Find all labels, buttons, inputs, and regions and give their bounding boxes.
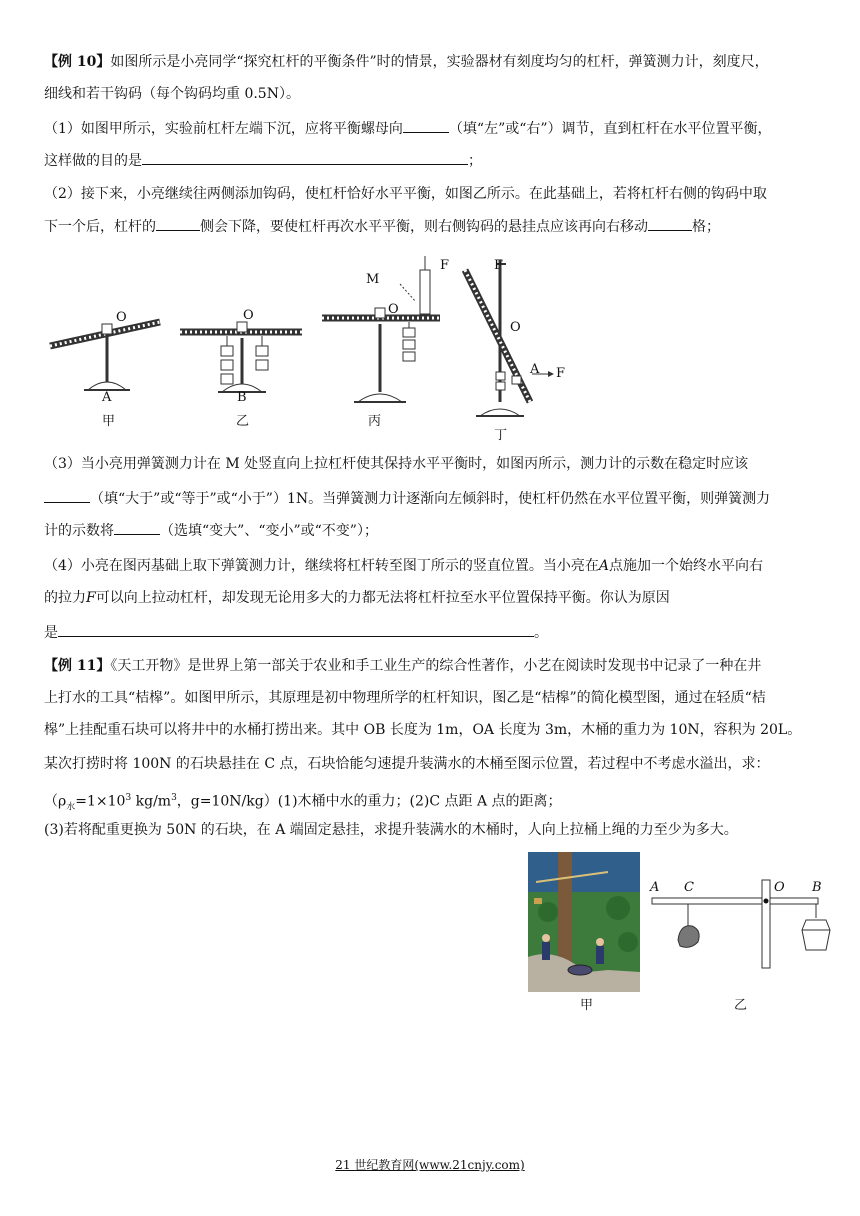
answer-blank	[44, 488, 90, 503]
ex11-label: 【例 11】	[44, 658, 111, 674]
ex10-q3-line1: （3）当小亮用弹簧测力计在 M 处竖直向上拉杠杆使其保持水平平衡时，如图丙所示，测力计的示数在稳定时应该	[44, 456, 749, 472]
fig-label-B: B	[812, 880, 822, 895]
fig-label-F: F	[494, 258, 504, 273]
ex10-q3-line3: 计的示数将 （选填“变大”、“变小”或“不变”）；	[44, 520, 834, 541]
ex10-q4-line3: 是 。	[44, 622, 834, 643]
ex10-figures	[40, 246, 600, 442]
answer-blank	[58, 622, 534, 637]
ex11-line1: 【例 11】《天工开物》是世界上第一部关于农业和手工业生产的综合性著作，小艺在阅读时发现书中记录了一种在井	[44, 658, 762, 674]
figure-jia	[50, 322, 160, 390]
fig-label-C: C	[684, 880, 694, 895]
fig-label-A: A	[102, 390, 112, 405]
fig-caption-ding: 丁	[494, 428, 508, 443]
ex11-figure-jia-illustration	[528, 852, 640, 992]
fig-caption-bing: 丙	[368, 414, 382, 429]
ex11-figure-yi-model	[648, 874, 838, 984]
fig-label-O: O	[243, 308, 254, 323]
fig-label-A: A	[650, 880, 660, 895]
ex11-line5: （$\rho_水=1\times 10^3$ $kg/m^3$，g=10N/kg）(1)木桶中水的重力；(2)C 点距 A 点的距离；	[44, 793, 562, 813]
fig-label-F: F	[440, 258, 450, 273]
fig-label-A: A	[530, 362, 540, 377]
ex11-line2: 上打水的工具“桔槔”。如图甲所示，其原理是初中物理所学的杠杆知识，图乙是“桔槔”的简化模型图，通过在轻质“桔	[44, 690, 766, 706]
ex10-label: 【例 10】	[44, 54, 111, 70]
figure-bing	[322, 256, 440, 402]
fig-caption-yi: 乙	[236, 414, 250, 429]
figure-yi	[180, 322, 302, 392]
fig-label-O: O	[116, 310, 127, 325]
ex10-q1-line1: （1）如图甲所示，实验前杠杆左端下沉，应将平衡螺母向 （填“左”或“右”）调节，直到杠杆在水平位置平衡，	[44, 118, 834, 139]
ex11-line6: (3)若将配重更换为 50N 的石块，在 A 端固定悬挂，求提升装满水的木桶时，人向上拉桶上绳的力至少为多大。	[44, 822, 738, 838]
fig-label-O: O	[388, 302, 399, 317]
fig-label-M: M	[366, 272, 380, 287]
ex10-q2-line2: 下一个后，杠杆的 侧会下降，要使杠杆再次水平平衡，则右侧钩码的悬挂点应该再向右移动 格；	[44, 216, 834, 237]
fig-caption-jia: 甲	[102, 414, 116, 429]
page-footer[interactable]: 21 世纪教育网(www.21cnjy.com)	[335, 1158, 525, 1172]
fig-caption-yi: 乙	[734, 998, 748, 1013]
answer-blank	[648, 216, 692, 231]
answer-blank	[142, 150, 468, 165]
ex10-q1-line2: 这样做的目的是 ；	[44, 150, 834, 171]
ex10-intro-line2: 细线和若干钩码（每个钩码均重 0.5N）。	[44, 86, 300, 102]
fig-label-F: F	[556, 366, 566, 381]
ex10-intro-line1: 【例 10】如图所示是小亮同学“探究杠杆的平衡条件”时的情景，实验器材有刻度均匀的杠杆，弹簧测力计，刻度尺，	[44, 54, 769, 70]
ex11-line4: 某次打捞时将 100N 的石块悬挂在 C 点，石块恰能匀速提升装满水的木桶至图示位置，若过程中不考虑水溢出，求：	[44, 756, 770, 772]
figure-ding	[465, 260, 554, 416]
fig-label-O: O	[774, 880, 785, 895]
answer-blank	[156, 216, 200, 231]
ex10-q4-line2: 的拉力F可以向上拉动杠杆，却发现无论用多大的力都无法将杠杆拉至水平位置保持平衡。你认为原因	[44, 590, 670, 606]
answer-blank	[403, 118, 449, 133]
ex11-line3: 槔”上挂配重石块可以将井中的水桶打捞出来。其中 OB 长度为 1m，OA 长度为 3m，木桶的重力为 10N，容积为 20L。	[44, 722, 802, 738]
answer-blank	[114, 520, 160, 535]
fig-label-B: B	[237, 390, 247, 405]
fig-caption-jia: 甲	[580, 998, 594, 1013]
fig-label-O: O	[510, 320, 521, 335]
ex10-q4-line1: （4）小亮在图丙基础上取下弹簧测力计，继续将杠杆转至图丁所示的竖直位置。当小亮在A点施加一个始终水平向右	[44, 558, 764, 574]
ex10-q3-line2: （填“大于”或“等于”或“小于”）1N。当弹簧测力计逐渐向左倾斜时，使杠杆仍然在水平位置平衡，则弹簧测力	[44, 488, 834, 509]
ex10-q2-line1: （2）接下来，小亮继续往两侧添加钩码，使杠杆恰好水平平衡，如图乙所示。在此基础上，若将杠杆右侧的钩码中取	[44, 186, 767, 202]
